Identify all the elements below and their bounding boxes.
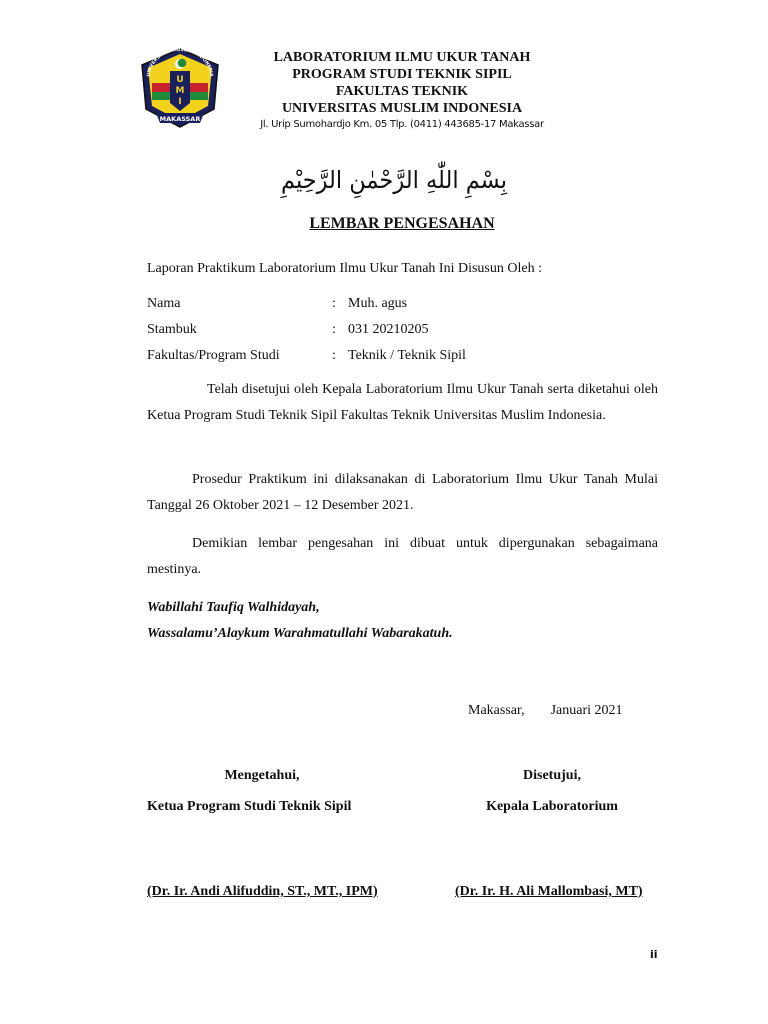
letterhead	[240, 49, 564, 133]
signature-block-right	[450, 760, 654, 822]
identity-colon: :	[332, 296, 336, 311]
closing-greeting	[147, 595, 453, 647]
document-title: LEMBAR PENGESAHAN	[309, 215, 495, 232]
paragraph-procedure-text: Prosedur Praktikum ini dilaksanakan di Laboratorium Ilmu Ukur Tanah Mulai Tanggal 26 Oktober 2021 – 12 Desember 2021.	[147, 472, 658, 513]
logo-emblem	[136, 47, 224, 129]
logo-letter-u: U	[176, 75, 184, 85]
page-number: ii	[650, 948, 658, 961]
signature-caption-right: Disetujui,	[523, 768, 581, 783]
intro-text: Laporan Praktikum Laboratorium Ilmu Ukur Tanah Ini Disusun Oleh :	[147, 261, 542, 276]
identity-value: Teknik / Teknik Sipil	[348, 348, 466, 363]
paragraph-closing-statement	[147, 531, 658, 583]
signature-caption-left: Mengetahui,	[224, 768, 300, 783]
identity-label: Fakultas/Program Studi	[147, 348, 280, 363]
signatory-name-left: (Dr. Ir. Andi Alifuddin, ST., MT., IPM)	[147, 884, 378, 899]
identity-value: 031 20210205	[348, 322, 429, 337]
logo-letter-i: I	[178, 97, 182, 107]
paragraph-approval	[147, 377, 658, 429]
place: Makassar,	[468, 703, 525, 718]
signatory-name-right: (Dr. Ir. H. Ali Mallombasi, MT)	[455, 884, 643, 899]
logo-top-text: UNIVERSITAS MUSLIM INDONESIA	[146, 47, 214, 77]
letterhead-faculty: FAKULTAS TEKNIK	[335, 84, 469, 99]
closing-line-1: Wabillahi Taufiq Walhidayah,	[147, 600, 320, 615]
basmalah-svg	[278, 158, 510, 200]
university-logo	[136, 47, 224, 129]
place-date	[468, 698, 623, 724]
logo-bottom-text: MAKASSAR	[159, 115, 201, 123]
identity-label: Nama	[147, 296, 181, 311]
closing-line-2: Wassalamu’Alaykum Warahmatullahi Wabarakatuh.	[147, 626, 453, 641]
letterhead-lab-name: LABORATORIUM ILMU UKUR TANAH	[273, 50, 531, 65]
letterhead-address: Jl. Urip Sumohardjo Km. 05 Tlp. (0411) 443685-17 Makassar	[260, 119, 544, 130]
signature-position-right: Kepala Laboratorium	[486, 799, 618, 814]
identity-value: Muh. agus	[348, 296, 408, 311]
paragraph-closing-text: Demikian lembar pengesahan ini dibuat untuk dipergunakan sebagaimana mestinya.	[147, 536, 658, 577]
letterhead-program: PROGRAM STUDI TEKNIK SIPIL	[292, 67, 512, 82]
identity-colon: :	[332, 348, 336, 363]
signature-position-left: Ketua Program Studi Teknik Sipil	[147, 799, 352, 814]
letterhead-university: UNIVERSITAS MUSLIM INDONESIA	[281, 101, 523, 116]
basmalah-calligraphy	[278, 158, 510, 200]
date: Januari 2021	[550, 703, 623, 718]
basmalah-text: بِسْمِ اللّٰهِ الرَّحْمٰنِ الرَّحِيْمِ	[281, 166, 510, 194]
signature-block-left	[147, 760, 377, 822]
identity-label: Stambuk	[147, 322, 197, 337]
logo-letter-m: M	[175, 86, 185, 96]
identity-colon: :	[332, 322, 336, 337]
paragraph-approval-text: Telah disetujui oleh Kepala Laboratorium Ilmu Ukur Tanah serta diketahui oleh Ketua Program Studi Teknik Sipil Fakultas Teknik Universitas Muslim Indonesia.	[147, 382, 658, 423]
paragraph-procedure	[147, 467, 658, 519]
